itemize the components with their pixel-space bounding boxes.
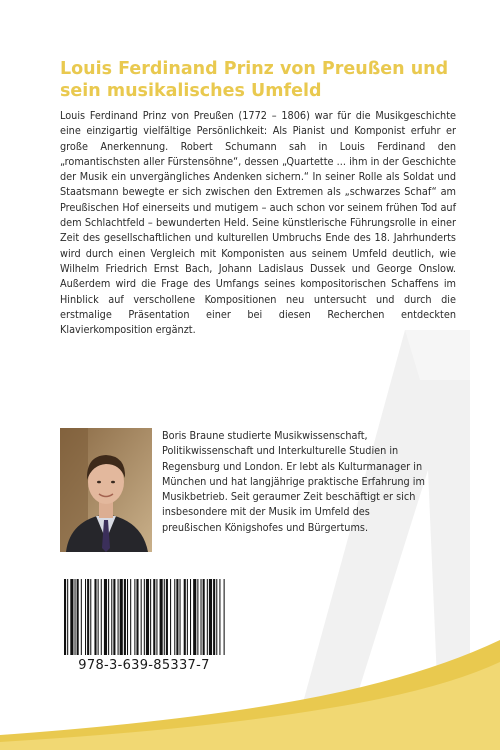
barcode-bar: [87, 579, 89, 655]
barcode-bar: [124, 579, 126, 655]
barcode-bar: [190, 579, 191, 655]
barcode-bar: [111, 579, 112, 655]
barcode-bar: [180, 579, 181, 655]
barcode-bar: [104, 579, 107, 655]
barcode-bar: [164, 579, 165, 655]
barcode-bar: [141, 579, 142, 655]
barcode-bar: [197, 579, 198, 655]
barcode-bar: [216, 579, 217, 655]
barcode: [60, 577, 228, 657]
barcode-bar: [156, 579, 157, 655]
barcode-bar: [150, 579, 151, 655]
barcode-bar: [219, 579, 220, 655]
book-title: Louis Ferdinand Prinz von Preußen und sein musikalisches Umfeld: [60, 59, 449, 101]
barcode-bar: [118, 579, 119, 655]
barcode-bar: [101, 579, 102, 655]
barcode-bar: [75, 579, 76, 655]
barcode-bar: [187, 579, 188, 655]
barcode-bar: [77, 579, 79, 655]
barcode-bar: [108, 579, 109, 655]
barcode-bar: [98, 579, 99, 655]
barcode-bar: [184, 579, 186, 655]
barcode-bar: [70, 579, 73, 655]
barcode-bar: [127, 579, 128, 655]
barcode-bar: [176, 579, 178, 655]
barcode-bar: [136, 579, 138, 655]
barcode-bar: [193, 579, 196, 655]
isbn-number: 978-3-639-85337-7: [78, 658, 210, 673]
barcode-bar: [134, 579, 135, 655]
barcode-bar: [153, 579, 155, 655]
barcode-bar: [160, 579, 163, 655]
barcode-bar: [90, 579, 91, 655]
author-photo: [60, 428, 152, 552]
barcode-bar: [120, 579, 123, 655]
barcode-bar: [130, 579, 131, 655]
book-description: Louis Ferdinand Prinz von Preußen (1772 – 1806) war für die Musikgeschichte eine einzigartig vielfältige Persönlichkeit: Als Pianist und Komponist erfuhr er große Anerkennung. Robert Schumann sah in Louis Ferdinand den „romantischsten aller Fürstensöhne“, dessen „Quartette ... ihm in der Geschichte der Musik ein unvergängliches Andenken sichern.“ In seiner Rolle als Soldat und Staatsmann bewegte er sich zwischen den Extremen als „schwarzes Schaf“ am Preußischen Hof einerseits und mutigem – auch schon vor seinem frühen Tod auf dem Schlachtfeld – bewunderten Held. Seine künstlerische Führungsrolle in einer Zeit des gesellschaftlichen und kulturellen Umbruchs Ende des 18. Jahrhunderts wird durch einen Vergleich mit Komponisten aus seinem Umfeld deutlich, wie Wilhelm Friedrich Ernst Bach, Johann Ladislaus Dussek und George Onslow. Außerdem wird die Frage des Umfangs seines kompositorischen Schaffens im Hinblick auf verschollene Kompositionen neu untersucht und durch die erstmalige Präsentation einer bei diesen Recherchen entdeckten Klavierkomposition ergänzt.: [60, 109, 456, 337]
barcode-bar: [81, 579, 82, 655]
barcode-bar: [209, 579, 212, 655]
barcode-bar: [170, 579, 171, 655]
barcode-bar: [94, 579, 96, 655]
barcode-bar: [64, 579, 66, 655]
barcode-bar: [174, 579, 175, 655]
barcode-bar: [67, 579, 68, 655]
barcode-bar: [85, 579, 86, 655]
barcode-bar: [203, 579, 205, 655]
barcode-bar: [201, 579, 202, 655]
barcode-bar: [113, 579, 115, 655]
barcode-bar: [144, 579, 145, 655]
barcode-bar: [224, 579, 225, 655]
barcode-bar: [207, 579, 208, 655]
author-bio: Boris Braune studierte Musikwissenschaft, Politikwissenschaft und Interkulturelle Studien in Regensburg und London. Er lebt als Kulturmanager in München und hat langjährige praktische Erfahrung im Musikbetrieb. Seit geraumer Zeit beschäftigt er sich insbesondere mit der Musik im Umfeld des preußischen Königshofes und Bürgertums.: [162, 429, 425, 534]
barcode-bar: [146, 579, 149, 655]
barcode-bar: [166, 579, 168, 655]
barcode-bar: [213, 579, 215, 655]
